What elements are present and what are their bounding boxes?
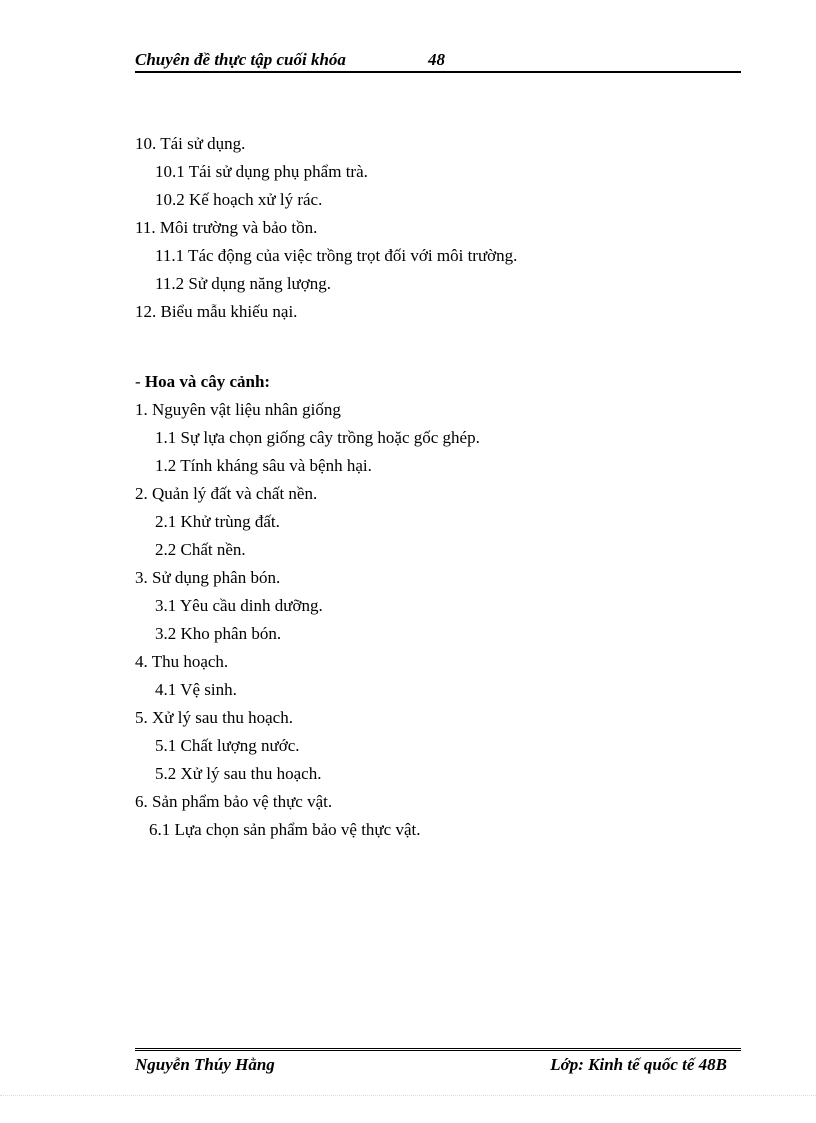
list-subitem: 2.2 Chất nền.	[155, 540, 246, 559]
page-header	[135, 49, 741, 73]
list-item: 10. Tái sử dụng.	[135, 134, 246, 153]
list-subitem: 1.2 Tính kháng sâu và bệnh hại.	[155, 456, 372, 475]
list-item: 5. Xử lý sau thu hoạch.	[135, 708, 293, 727]
list-subitem: 11.2 Sử dụng năng lượng.	[155, 274, 332, 293]
list-subitem: 5.2 Xử lý sau thu hoạch.	[155, 764, 322, 783]
heading-dash: -	[135, 372, 145, 391]
heading-text: Hoa và cây cảnh:	[144, 372, 271, 391]
list-item: 11. Môi trường và bảo tồn.	[135, 218, 318, 237]
list-item: 1. Nguyên vật liệu nhân giống	[135, 400, 341, 419]
document-title: Chuyên đề thực tập cuối khóa	[135, 50, 346, 69]
list-item: 2. Quản lý đất và chất nền.	[135, 484, 318, 503]
list-subitem: 2.1 Khử trùng đất.	[155, 512, 280, 531]
footer-author: Nguyễn Thúy Hằng	[135, 1055, 275, 1074]
list-subitem: 4.1 Vệ sinh.	[155, 680, 237, 699]
page-number: 48	[428, 50, 445, 69]
list-item: 4. Thu hoạch.	[135, 652, 229, 671]
list-subitem: 10.2 Kế hoạch xử lý rác.	[155, 190, 323, 209]
list-subitem: 3.1 Yêu cầu dinh dưỡng.	[155, 596, 323, 615]
list-subitem: 6.1 Lựa chọn sản phẩm bảo vệ thực vật.	[149, 820, 421, 839]
list-item: 12. Biểu mẫu khiếu nại.	[135, 302, 298, 321]
list-subitem: 5.1 Chất lượng nước.	[155, 736, 300, 755]
list-subitem: 1.1 Sự lựa chọn giống cây trồng hoặc gốc ghép.	[155, 428, 480, 447]
list-item: 6. Sản phẩm bảo vệ thực vật.	[135, 792, 333, 811]
list-item: 3. Sử dụng phân bón.	[135, 568, 281, 587]
list-subitem: 11.1 Tác động của việc trồng trọt đối với môi trường.	[155, 246, 518, 265]
list-subitem: 10.1 Tái sử dụng phụ phẩm trà.	[155, 162, 368, 181]
page-footer	[135, 1048, 741, 1081]
section-heading	[135, 368, 741, 396]
list-subitem: 3.2 Kho phân bón.	[155, 624, 282, 643]
document-body	[135, 130, 741, 844]
footer-class: Lớp: Kinh tế quốc tế 48B	[550, 1055, 727, 1074]
page-bottom-divider	[0, 1095, 816, 1096]
section-spacer	[135, 326, 741, 368]
